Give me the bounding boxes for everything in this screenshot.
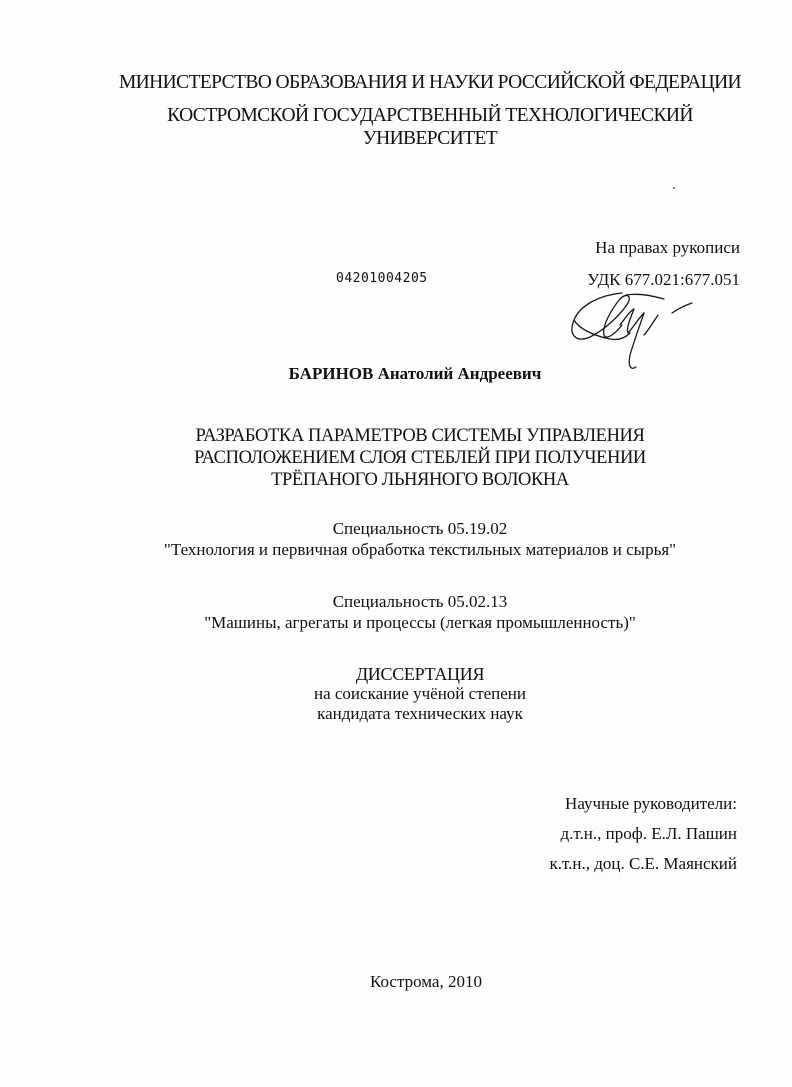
author-name: БАРИНОВ Анатолий Андреевич xyxy=(288,364,542,383)
registration-code: 04201004205 xyxy=(336,271,428,286)
university-heading xyxy=(100,104,760,150)
degree-line-2: кандидата технических наук xyxy=(317,704,523,723)
specialty-name: "Машины, агрегаты и процессы (легкая промышленность)" xyxy=(204,613,636,632)
ministry-heading: МИНИСТЕРСТВО ОБРАЗОВАНИЯ И НАУКИ РОССИЙСКОЙ ФЕДЕРАЦИИ xyxy=(118,72,742,93)
dissertation-heading: ДИССЕРТАЦИЯ xyxy=(355,664,485,684)
supervisors-block xyxy=(480,789,737,879)
udk-code: УДК 677.021:677.051 xyxy=(587,270,740,289)
manuscript-rights-note: На правах рукописи xyxy=(595,238,740,257)
university-line-1: КОСТРОМСКОЙ ГОСУДАРСТВЕННЫЙ ТЕХНОЛОГИЧЕСКИЙ xyxy=(167,105,693,126)
supervisor-item: к.т.н., доц. С.Е. Маянский xyxy=(549,854,737,873)
title-line-2: РАСПОЛОЖЕНИЕМ СЛОЯ СТЕБЛЕЙ ПРИ ПОЛУЧЕНИИ xyxy=(194,448,646,468)
title-line-3: ТРЁПАНОГО ЛЬНЯНОГО ВОЛОКНА xyxy=(271,470,569,490)
specialty-block-1 xyxy=(100,518,740,560)
specialty-name: "Технология и первичная обработка текстильных материалов и сырья" xyxy=(163,540,677,559)
dissertation-block xyxy=(250,664,590,724)
specialty-label: Специальность 05.02.13 xyxy=(332,592,508,611)
title-line-1: РАЗРАБОТКА ПАРАМЕТРОВ СИСТЕМЫ УПРАВЛЕНИЯ xyxy=(195,426,645,446)
university-line-2: УНИВЕРСИТЕТ xyxy=(362,128,498,149)
city-year: Кострома, 2010 xyxy=(370,972,482,991)
supervisor-item: д.т.н., проф. Е.Л. Пашин xyxy=(560,824,737,843)
specialty-label: Специальность 05.19.02 xyxy=(332,519,508,538)
scan-speck xyxy=(673,187,675,189)
specialty-block-2 xyxy=(100,591,740,633)
degree-line-1: на соискание учёной степени xyxy=(313,684,527,703)
dissertation-title xyxy=(140,425,700,491)
supervisors-heading: Научные руководители: xyxy=(565,794,737,813)
